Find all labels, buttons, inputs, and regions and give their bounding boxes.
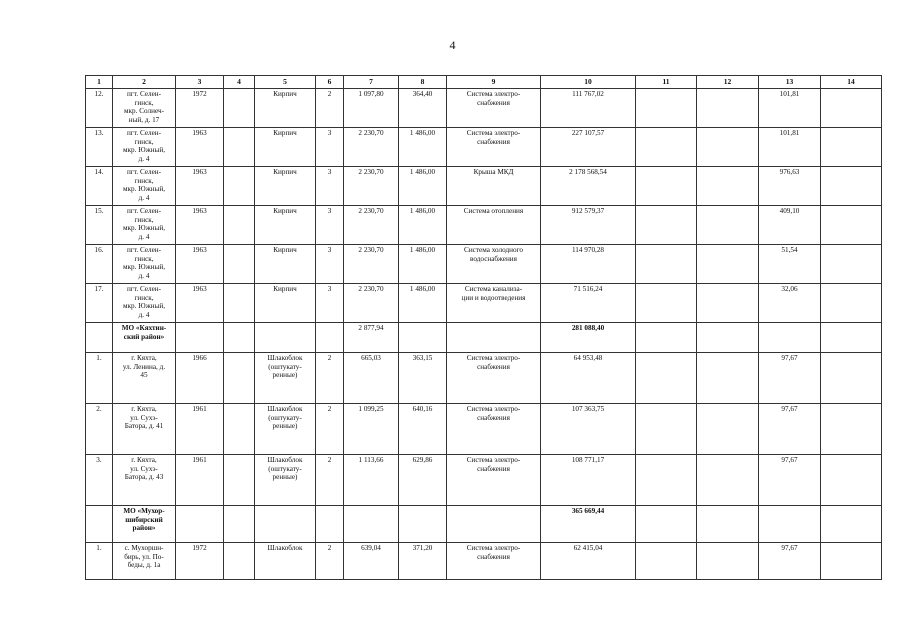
table-cell: г. Кяхта, ул. Ленина, д. 45	[113, 353, 176, 404]
table-cell: 2 877,94	[344, 323, 399, 353]
table-cell: 365 669,44	[541, 506, 636, 543]
table-cell	[821, 543, 882, 580]
table-row	[86, 128, 882, 167]
table-cell: 2.	[86, 404, 113, 455]
table-cell: 363,15	[399, 353, 447, 404]
column-header-8: 8	[399, 76, 447, 89]
column-header-13: 13	[759, 76, 821, 89]
table-body	[86, 89, 882, 580]
table-cell	[697, 543, 759, 580]
table-cell: 1 486,00	[399, 128, 447, 167]
table-cell: 2	[316, 89, 344, 128]
table-cell	[224, 353, 255, 404]
table-cell: 912 579,37	[541, 206, 636, 245]
table-cell	[316, 323, 344, 353]
table-cell	[176, 506, 224, 543]
table-cell	[636, 167, 697, 206]
table-cell	[821, 404, 882, 455]
table-cell: 15.	[86, 206, 113, 245]
table-cell	[224, 245, 255, 284]
table-cell: 101,81	[759, 89, 821, 128]
table-cell	[255, 506, 316, 543]
table-row	[86, 167, 882, 206]
table-cell	[224, 284, 255, 323]
table-cell: 97,67	[759, 353, 821, 404]
table-cell: Система электро- снабжения	[447, 404, 541, 455]
table-cell	[636, 206, 697, 245]
table-cell	[224, 206, 255, 245]
table-cell: 2 230,70	[344, 128, 399, 167]
table-cell: 107 363,75	[541, 404, 636, 455]
column-header-11: 11	[636, 76, 697, 89]
table-cell: 64 953,48	[541, 353, 636, 404]
column-header-7: 7	[344, 76, 399, 89]
table-cell: 281 088,40	[541, 323, 636, 353]
table-cell: 1 097,80	[344, 89, 399, 128]
table-cell: 114 970,28	[541, 245, 636, 284]
table-cell: 3	[316, 284, 344, 323]
table-cell: Кирпич	[255, 167, 316, 206]
table-cell: Шлакоблок (оштукату- ренные)	[255, 455, 316, 506]
table-cell	[636, 404, 697, 455]
table-cell: 3	[316, 167, 344, 206]
table-row	[86, 543, 882, 580]
table-row	[86, 455, 882, 506]
table-cell: 629,86	[399, 455, 447, 506]
table-cell: 2 230,70	[344, 245, 399, 284]
table-cell: 1972	[176, 543, 224, 580]
table-cell: Кирпич	[255, 128, 316, 167]
table-cell: Система отопления	[447, 206, 541, 245]
table-cell	[697, 206, 759, 245]
table-cell	[697, 323, 759, 353]
table-cell	[399, 506, 447, 543]
column-header-5: 5	[255, 76, 316, 89]
table-cell: с. Мухоршн- бирь, ул. По- беды, д. 1а	[113, 543, 176, 580]
table-cell	[344, 506, 399, 543]
table-cell	[224, 543, 255, 580]
table-cell: 1 113,66	[344, 455, 399, 506]
column-header-4: 4	[224, 76, 255, 89]
table-cell	[821, 128, 882, 167]
table-cell	[821, 323, 882, 353]
table-cell	[636, 89, 697, 128]
page-number: 4	[449, 38, 456, 52]
table-cell: пгт. Селен- гинск, мкр. Южный, д. 4	[113, 245, 176, 284]
table-cell	[176, 323, 224, 353]
table-cell: пгт. Селен- гинск, мкр. Южный, д. 4	[113, 128, 176, 167]
table-cell	[821, 506, 882, 543]
table-row	[86, 404, 882, 455]
table-cell: 1963	[176, 245, 224, 284]
table-cell	[316, 506, 344, 543]
table-cell	[224, 128, 255, 167]
table-cell	[224, 506, 255, 543]
table-cell: Шлакоблок (оштукату- ренные)	[255, 353, 316, 404]
table-cell	[697, 167, 759, 206]
table-row	[86, 353, 882, 404]
table-cell: 32,06	[759, 284, 821, 323]
table-cell	[697, 506, 759, 543]
table-cell: 13.	[86, 128, 113, 167]
table-cell: г. Кяхта, ул. Сухэ- Батора, д. 43	[113, 455, 176, 506]
column-header-12: 12	[697, 76, 759, 89]
table-cell: 2 230,70	[344, 206, 399, 245]
table-cell: 62 415,04	[541, 543, 636, 580]
table-cell	[636, 506, 697, 543]
table-cell: Система канализа- ции и водоотведения	[447, 284, 541, 323]
column-header-10: 10	[541, 76, 636, 89]
table-cell: 17.	[86, 284, 113, 323]
table-cell: 976,63	[759, 167, 821, 206]
table-cell: 1966	[176, 353, 224, 404]
table-cell	[636, 455, 697, 506]
table-cell: 640,16	[399, 404, 447, 455]
table-cell	[821, 89, 882, 128]
table-row	[86, 506, 882, 543]
table-cell: Система холодного водоснабжения	[447, 245, 541, 284]
table-cell	[224, 404, 255, 455]
table-cell: 371,20	[399, 543, 447, 580]
table-cell: 2	[316, 404, 344, 455]
table-cell: 97,67	[759, 455, 821, 506]
table-cell: 108 771,17	[541, 455, 636, 506]
table-cell	[697, 284, 759, 323]
table-cell: 1963	[176, 128, 224, 167]
table-cell: Система электро- снабжения	[447, 128, 541, 167]
table-cell	[636, 353, 697, 404]
table-cell	[697, 128, 759, 167]
table-cell	[224, 323, 255, 353]
table-cell	[255, 323, 316, 353]
column-header-3: 3	[176, 76, 224, 89]
table-cell: 1.	[86, 353, 113, 404]
table-cell: МО «Кяхтин- ский район»	[113, 323, 176, 353]
table-cell: Кирпич	[255, 245, 316, 284]
table-cell: 2	[316, 353, 344, 404]
table-cell: 227 107,57	[541, 128, 636, 167]
column-header-14: 14	[821, 76, 882, 89]
table-cell: 2 230,70	[344, 284, 399, 323]
table-cell: 1963	[176, 284, 224, 323]
table-cell: 1 486,00	[399, 284, 447, 323]
table-cell: пгт. Селен- гинск, мкр. Солнеч- ный, д. 17	[113, 89, 176, 128]
table-cell	[759, 506, 821, 543]
table-cell: 1 099,25	[344, 404, 399, 455]
table-cell: 2	[316, 455, 344, 506]
table-cell	[636, 284, 697, 323]
column-header-2: 2	[113, 76, 176, 89]
table-cell	[636, 128, 697, 167]
table-cell	[697, 353, 759, 404]
table-cell	[399, 323, 447, 353]
table-row	[86, 284, 882, 323]
table-cell	[636, 323, 697, 353]
table-cell: Кирпич	[255, 206, 316, 245]
table-row	[86, 206, 882, 245]
table-cell: Шлакоблок (оштукату- ренные)	[255, 404, 316, 455]
table-header	[86, 76, 882, 89]
column-header-9: 9	[447, 76, 541, 89]
table-cell	[636, 543, 697, 580]
table-cell	[224, 455, 255, 506]
table-cell	[86, 506, 113, 543]
table-cell: 1 486,00	[399, 167, 447, 206]
table-cell	[224, 167, 255, 206]
table-cell: 3	[316, 206, 344, 245]
table-cell: Система электро- снабжения	[447, 89, 541, 128]
table-cell	[447, 506, 541, 543]
table-cell: 2 230,70	[344, 167, 399, 206]
table-cell: Крыша МКД	[447, 167, 541, 206]
table-cell	[821, 353, 882, 404]
table-cell: Система электро- снабжения	[447, 353, 541, 404]
table-cell: 1.	[86, 543, 113, 580]
table-cell	[821, 284, 882, 323]
table-cell	[759, 323, 821, 353]
table-cell	[821, 245, 882, 284]
table-cell	[636, 245, 697, 284]
table-cell: Система электро- снабжения	[447, 455, 541, 506]
table-cell: Система электро- снабжения	[447, 543, 541, 580]
table-cell: 665,03	[344, 353, 399, 404]
table-cell: 1 486,00	[399, 245, 447, 284]
table-cell	[697, 245, 759, 284]
table-cell: 1972	[176, 89, 224, 128]
table-cell	[447, 323, 541, 353]
table-cell: 364,40	[399, 89, 447, 128]
table-cell	[821, 167, 882, 206]
table-cell	[821, 206, 882, 245]
table-row	[86, 245, 882, 284]
table-cell	[224, 89, 255, 128]
table-cell: г. Кяхта, ул. Сухэ- Батора, д. 41	[113, 404, 176, 455]
table-cell: Кирпич	[255, 284, 316, 323]
table-cell: 71 516,24	[541, 284, 636, 323]
column-header-1: 1	[86, 76, 113, 89]
table-cell: 16.	[86, 245, 113, 284]
table-cell	[697, 89, 759, 128]
table-cell: 3	[316, 128, 344, 167]
table-cell: 2	[316, 543, 344, 580]
table-cell: 3	[316, 245, 344, 284]
table-cell: пгт. Селен- гинск, мкр. Южный, д. 4	[113, 206, 176, 245]
table-cell: 1 486,00	[399, 206, 447, 245]
table-cell: 97,67	[759, 404, 821, 455]
table-cell: Кирпич	[255, 89, 316, 128]
table-cell: Шлакоблок	[255, 543, 316, 580]
table-cell: 101,81	[759, 128, 821, 167]
table-cell: 639,04	[344, 543, 399, 580]
housing-table	[85, 75, 882, 580]
table-row	[86, 89, 882, 128]
table-cell: 97,67	[759, 543, 821, 580]
table-cell: 14.	[86, 167, 113, 206]
table-cell	[697, 455, 759, 506]
table-cell: 1961	[176, 404, 224, 455]
table-cell: 3.	[86, 455, 113, 506]
table-cell: 12.	[86, 89, 113, 128]
column-header-6: 6	[316, 76, 344, 89]
table-cell: 2 178 568,54	[541, 167, 636, 206]
table-cell	[86, 323, 113, 353]
table-cell	[821, 455, 882, 506]
table-cell: 1961	[176, 455, 224, 506]
table-cell: 1963	[176, 167, 224, 206]
table-cell: МО «Мухор- шибирский район»	[113, 506, 176, 543]
table-cell: пгт. Селен- гинск, мкр. Южный, д. 4	[113, 284, 176, 323]
table-row	[86, 323, 882, 353]
table-cell: 51,54	[759, 245, 821, 284]
table-cell	[697, 404, 759, 455]
table-cell: 409,10	[759, 206, 821, 245]
table-cell: 1963	[176, 206, 224, 245]
table-cell: пгт. Селен- гинск, мкр. Южный, д. 4	[113, 167, 176, 206]
table-cell: 111 767,02	[541, 89, 636, 128]
